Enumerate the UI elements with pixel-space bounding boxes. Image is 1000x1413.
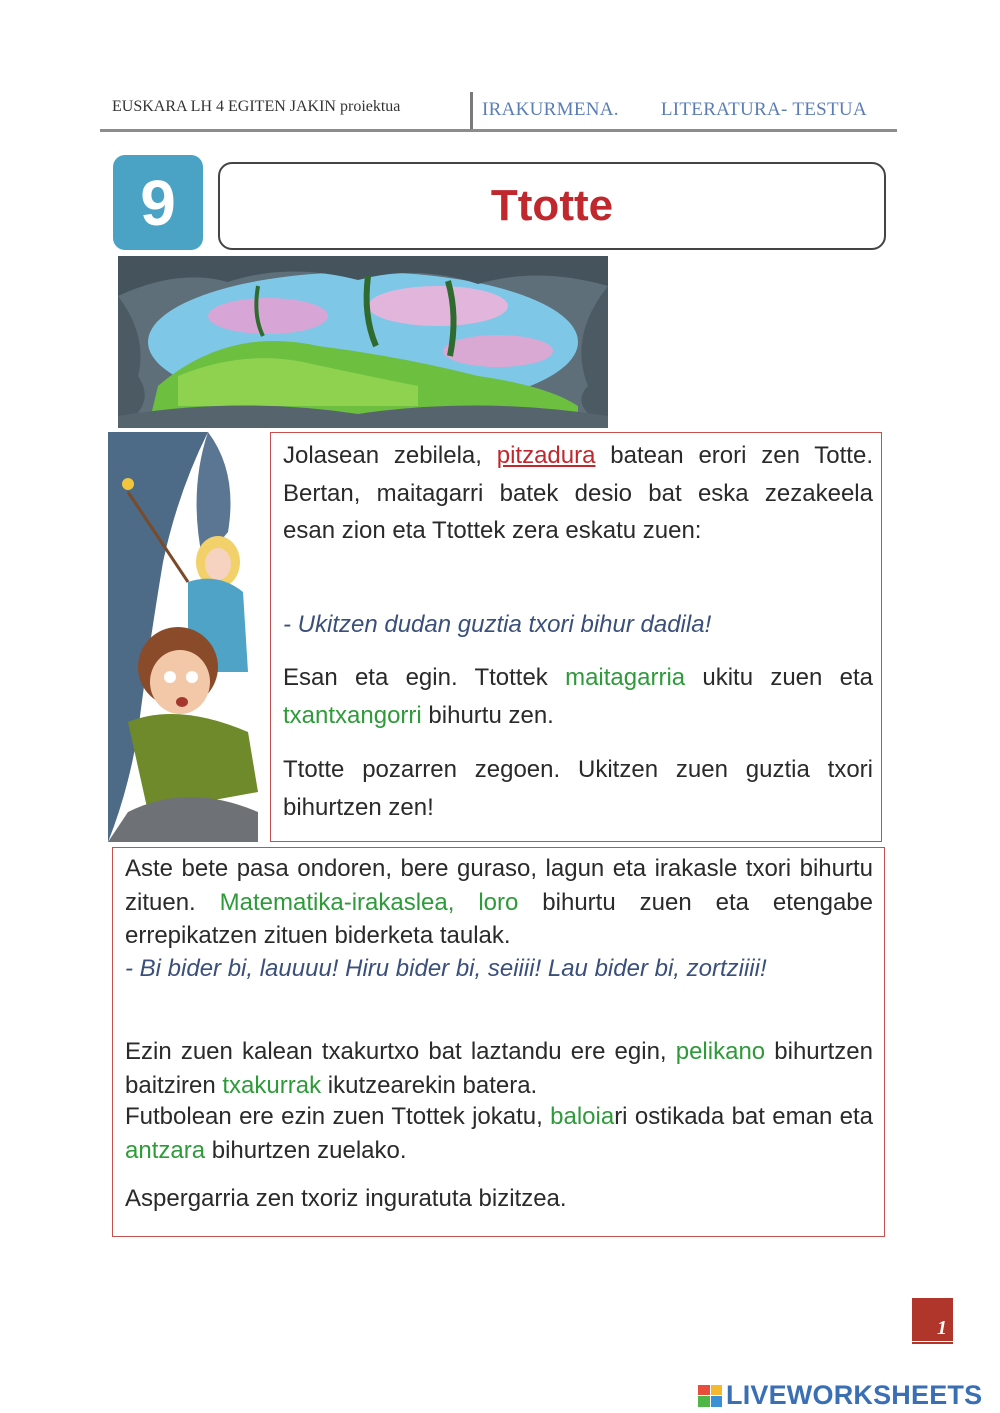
word-pitzadura-link[interactable]: pitzadura bbox=[496, 442, 596, 469]
paragraph-1: Jolasean zebilela, pitzadura batean erori zen Totte. Bertan, maitagarri batek desio bat eska zezakeela esan zion eta Ttottek zera eskatu zuen: bbox=[283, 442, 873, 544]
word-maitagarria: maitagarria bbox=[565, 664, 686, 691]
word-txakurrak: txakurrak bbox=[222, 1071, 322, 1099]
liveworksheets-wordmark: LIVEWORKSHEETS bbox=[726, 1380, 983, 1410]
cave-illustration bbox=[118, 256, 608, 428]
paragraph-6: Futbolean ere ezin zuen Ttottek jokatu, baloiari ostikada bat eman eta antzara bihurtzen zuelako. bbox=[125, 1103, 873, 1164]
liveworksheets-watermark[interactable] bbox=[698, 1380, 982, 1411]
header-separator bbox=[470, 92, 473, 130]
header-project-label: EUSKARA LH 4 EGITEN JAKIN proiektua bbox=[112, 98, 401, 115]
quote-multiplication: - Bi bider bi, lauuuu! Hiru bider bi, seiiii! Lau bider bi, zortziiii! bbox=[125, 955, 767, 982]
word-pelikano: pelikano bbox=[675, 1038, 766, 1065]
story-title: Ttotte bbox=[218, 162, 886, 250]
header-right bbox=[482, 99, 867, 121]
paragraph-7: Aspergarria zen txoriz inguratuta bizitzea. bbox=[125, 1185, 567, 1212]
paragraph-4: Aste bete pasa ondoren, bere guraso, lagun eta irakasle txori bihurtu zituen. Matematika-irakaslea, loro bihurtu zuen eta etengabe errepikatzen zituen biderketa taulak. bbox=[125, 855, 873, 949]
header-section: IRAKURMENA. bbox=[482, 99, 619, 120]
quote-wish: - Ukitzen dudan guztia txori bihur dadila! bbox=[283, 611, 712, 638]
header-text-type: LITERATURA- TESTUA bbox=[660, 99, 867, 120]
page-number-badge bbox=[912, 1298, 953, 1344]
paragraph-3: Ttotte pozarren zegoen. Ukitzen zuen guztia txori bihurtzen zen! bbox=[283, 756, 873, 821]
word-loro: loro bbox=[478, 888, 519, 916]
word-txantxangorri: txantxangorri bbox=[283, 701, 422, 729]
liveworksheets-logo-icon bbox=[698, 1385, 722, 1407]
word-baloia: baloia bbox=[550, 1103, 615, 1130]
word-antzara: antzara bbox=[125, 1136, 206, 1164]
header-rule bbox=[100, 129, 897, 132]
paragraph-2: Esan eta egin. Ttottek maitagarria ukitu zuen eta txantxangorri bihurtu zen. bbox=[283, 664, 873, 729]
paragraph-5: Ezin zuen kalean txakurtxo bat laztandu ere egin, pelikano bihurtzen baitziren txakurrak ikutzearekin batera. bbox=[125, 1038, 874, 1099]
word-matematika-irakaslea: Matematika-irakaslea, bbox=[219, 888, 455, 916]
ttotte-and-fairy-illustration bbox=[108, 432, 270, 842]
unit-number-badge: 9 bbox=[113, 155, 203, 250]
page-number: 1 bbox=[937, 1317, 947, 1339]
